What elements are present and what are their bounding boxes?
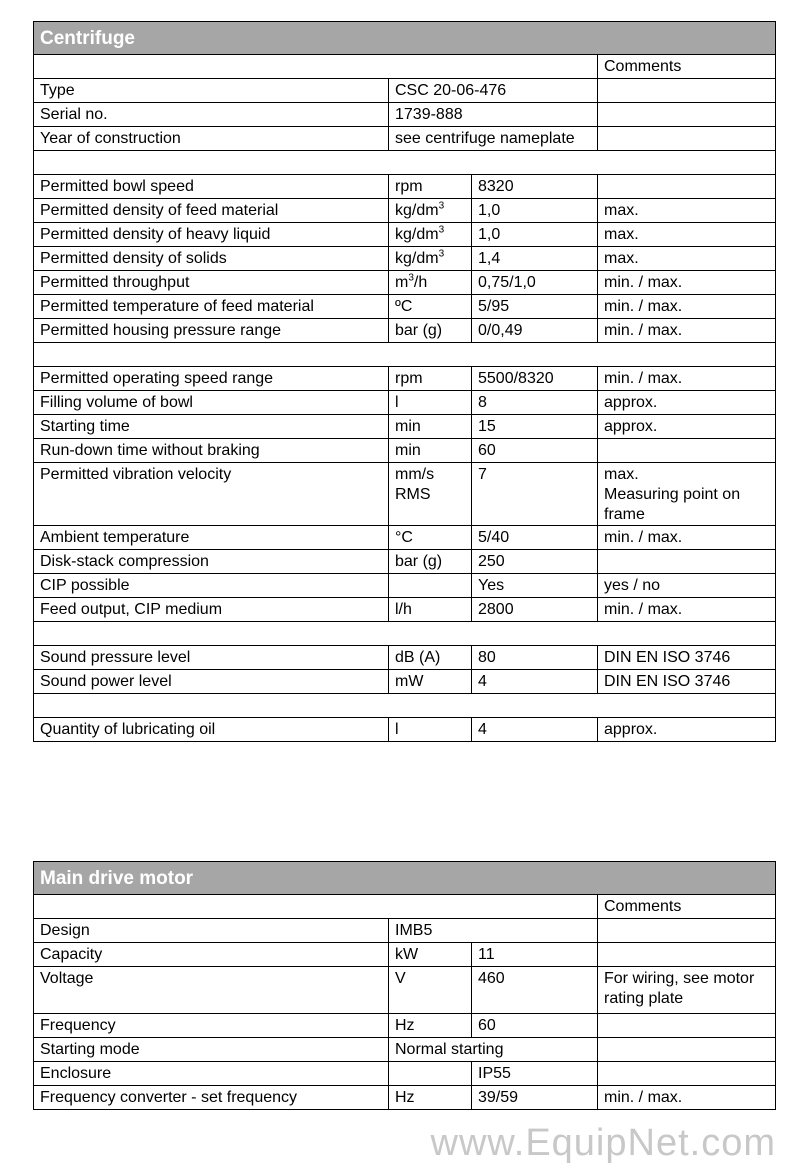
starting-mode-value: Normal starting [389, 1038, 598, 1062]
spacer-row [34, 622, 776, 646]
voltage-label: Voltage [34, 967, 389, 1014]
spec-row [34, 415, 776, 439]
spec-row [34, 271, 776, 295]
spec-comment: approx. [598, 718, 776, 742]
spec-unit [389, 670, 472, 694]
spec-value: 60 [472, 439, 598, 463]
spec-value: 15 [472, 415, 598, 439]
spec-value: 80 [472, 646, 598, 670]
spec-label: Permitted throughput [34, 271, 389, 295]
year-value: see centrifuge nameplate [389, 127, 598, 151]
spec-label: Permitted density of heavy liquid [34, 223, 389, 247]
main-drive-motor-table [33, 861, 776, 1110]
centrifuge-title: Centrifuge [34, 22, 776, 55]
spec-row [34, 439, 776, 463]
spec-comment: DIN EN ISO 3746 [598, 646, 776, 670]
spec-comment: min. / max. [598, 367, 776, 391]
spec-unit-text: dB (A) [395, 649, 441, 666]
enclosure-value: IP55 [472, 1062, 598, 1086]
spec-row [34, 199, 776, 223]
spec-value: Yes [472, 574, 598, 598]
spec-unit [389, 223, 472, 247]
capacity-label: Capacity [34, 943, 389, 967]
voltage-unit: V [389, 967, 472, 1014]
spec-comment: min. / max. [598, 271, 776, 295]
spec-label: Permitted density of solids [34, 247, 389, 271]
enclosure-unit [389, 1062, 472, 1086]
spec-value: 8 [472, 391, 598, 415]
starting-mode-label: Starting mode [34, 1038, 389, 1062]
year-label: Year of construction [34, 127, 389, 151]
spec-label: Quantity of lubricating oil [34, 718, 389, 742]
spec-unit [389, 574, 472, 598]
spec-row [34, 574, 776, 598]
spec-unit [389, 367, 472, 391]
spec-unit-superscript: 3 [438, 248, 445, 260]
spec-unit-text: rpm [395, 370, 423, 387]
spec-row [34, 646, 776, 670]
spec-label: Disk-stack compression [34, 550, 389, 574]
capacity-value: 11 [472, 943, 598, 967]
spec-unit-text: mW [395, 673, 424, 690]
frequency-label: Frequency [34, 1014, 389, 1038]
spec-unit-suffix: /h [413, 274, 428, 291]
spec-label: Run-down time without braking [34, 439, 389, 463]
spec-row [34, 526, 776, 550]
spec-unit-text: min [395, 442, 421, 459]
capacity-unit: kW [389, 943, 472, 967]
spec-row [34, 175, 776, 199]
spec-value: 8320 [472, 175, 598, 199]
capacity-comment [598, 943, 776, 967]
spec-unit-text: l/h [395, 601, 412, 618]
spec-unit-text: l [395, 721, 399, 738]
spec-label: Feed output, CIP medium [34, 598, 389, 622]
spec-value: 0/0,49 [472, 319, 598, 343]
spec-comment: min. / max. [598, 295, 776, 319]
converter-value: 39/59 [472, 1086, 598, 1110]
spec-unit [389, 526, 472, 550]
spec-unit [389, 391, 472, 415]
spec-label: Permitted housing pressure range [34, 319, 389, 343]
spec-comment [598, 439, 776, 463]
spec-unit [389, 271, 472, 295]
motor-header-blank [34, 895, 598, 919]
spec-label: Sound power level [34, 670, 389, 694]
vibration-value: 7 [472, 463, 598, 526]
spec-unit-text: min [395, 418, 421, 435]
spec-row [34, 319, 776, 343]
spec-unit-text: l [395, 394, 399, 411]
spec-row [34, 550, 776, 574]
spec-row [34, 295, 776, 319]
year-comment [598, 127, 776, 151]
spec-comment: DIN EN ISO 3746 [598, 670, 776, 694]
spec-label: Starting time [34, 415, 389, 439]
spacer-row [34, 694, 776, 718]
vibration-label: Permitted vibration velocity [34, 463, 389, 526]
spec-unit-text: bar (g) [395, 322, 443, 339]
converter-comment: min. / max. [598, 1086, 776, 1110]
comments-header: Comments [598, 55, 776, 79]
spec-value: 4 [472, 718, 598, 742]
serial-label: Serial no. [34, 103, 389, 127]
spec-value: 250 [472, 550, 598, 574]
spec-comment: max. [598, 247, 776, 271]
frequency-unit: Hz [389, 1014, 472, 1038]
enclosure-comment [598, 1062, 776, 1086]
vibration-comment-line1: max. [604, 466, 639, 483]
spec-unit [389, 415, 472, 439]
design-value: IMB5 [389, 919, 598, 943]
spec-unit [389, 199, 472, 223]
motor-title: Main drive motor [34, 862, 776, 895]
spec-row [34, 367, 776, 391]
spacer-row [34, 151, 776, 175]
vibration-unit [389, 463, 472, 526]
spec-value: 0,75/1,0 [472, 271, 598, 295]
spec-row [34, 718, 776, 742]
spec-unit [389, 646, 472, 670]
converter-unit: Hz [389, 1086, 472, 1110]
spec-comment: approx. [598, 391, 776, 415]
spec-unit-text: kg/dm [395, 226, 439, 243]
spec-row [34, 391, 776, 415]
spec-row [34, 670, 776, 694]
spec-label: Permitted temperature of feed material [34, 295, 389, 319]
type-value: CSC 20-06-476 [389, 79, 598, 103]
type-label: Type [34, 79, 389, 103]
voltage-value: 460 [472, 967, 598, 1014]
vibration-comment-line2: Measuring point on frame [604, 486, 741, 523]
header-blank [34, 55, 598, 79]
serial-comment [598, 103, 776, 127]
spacer-row [34, 343, 776, 367]
spec-unit-text: rpm [395, 178, 423, 195]
spec-unit-text: kg/dm [395, 250, 439, 267]
spec-unit-text: m [395, 274, 409, 291]
vibration-comment [598, 463, 776, 526]
spec-value: 1,0 [472, 199, 598, 223]
spec-comment: max. [598, 223, 776, 247]
equipnet-watermark: www.EquipNet.com [430, 1122, 776, 1164]
spec-unit-text: °C [395, 529, 413, 546]
spec-label: Permitted bowl speed [34, 175, 389, 199]
frequency-value: 60 [472, 1014, 598, 1038]
spec-row [34, 598, 776, 622]
enclosure-label: Enclosure [34, 1062, 389, 1086]
spec-unit [389, 175, 472, 199]
spec-unit-superscript: 3 [438, 224, 445, 236]
centrifuge-table [33, 21, 776, 742]
design-label: Design [34, 919, 389, 943]
spec-row [34, 223, 776, 247]
serial-value: 1739-888 [389, 103, 598, 127]
spec-label: Sound pressure level [34, 646, 389, 670]
motor-comments-header: Comments [598, 895, 776, 919]
spec-value: 1,0 [472, 223, 598, 247]
type-comment [598, 79, 776, 103]
spec-unit [389, 319, 472, 343]
design-comment [598, 919, 776, 943]
spec-label: Ambient temperature [34, 526, 389, 550]
spec-comment: approx. [598, 415, 776, 439]
spec-value: 5/95 [472, 295, 598, 319]
starting-mode-comment [598, 1038, 776, 1062]
vibration-unit-line2: RMS [395, 486, 431, 503]
frequency-comment [598, 1014, 776, 1038]
spec-unit [389, 295, 472, 319]
voltage-comment: For wiring, see motor rating plate [598, 967, 776, 1014]
spec-unit-text: bar (g) [395, 553, 443, 570]
spec-unit-text: ºC [395, 298, 413, 315]
spec-comment [598, 550, 776, 574]
spec-comment: min. / max. [598, 319, 776, 343]
spec-value: 5/40 [472, 526, 598, 550]
spec-comment [598, 175, 776, 199]
spec-label: Permitted density of feed material [34, 199, 389, 223]
spec-unit-superscript: 3 [408, 272, 414, 284]
spec-comment: min. / max. [598, 526, 776, 550]
converter-label: Frequency converter - set frequency [34, 1086, 389, 1110]
spec-unit-text: kg/dm [395, 202, 439, 219]
spec-unit [389, 598, 472, 622]
spec-comment: min. / max. [598, 598, 776, 622]
spec-unit [389, 550, 472, 574]
spec-unit [389, 247, 472, 271]
spec-comment: max. [598, 199, 776, 223]
spec-label: Permitted operating speed range [34, 367, 389, 391]
spec-comment: yes / no [598, 574, 776, 598]
vibration-unit-line1: mm/s [395, 466, 435, 483]
spec-unit [389, 439, 472, 463]
spec-unit-superscript: 3 [438, 200, 445, 212]
spec-value: 4 [472, 670, 598, 694]
spec-value: 2800 [472, 598, 598, 622]
spec-label: Filling volume of bowl [34, 391, 389, 415]
spec-value: 5500/8320 [472, 367, 598, 391]
spec-value: 1,4 [472, 247, 598, 271]
spec-row [34, 247, 776, 271]
spec-label: CIP possible [34, 574, 389, 598]
spec-unit [389, 718, 472, 742]
